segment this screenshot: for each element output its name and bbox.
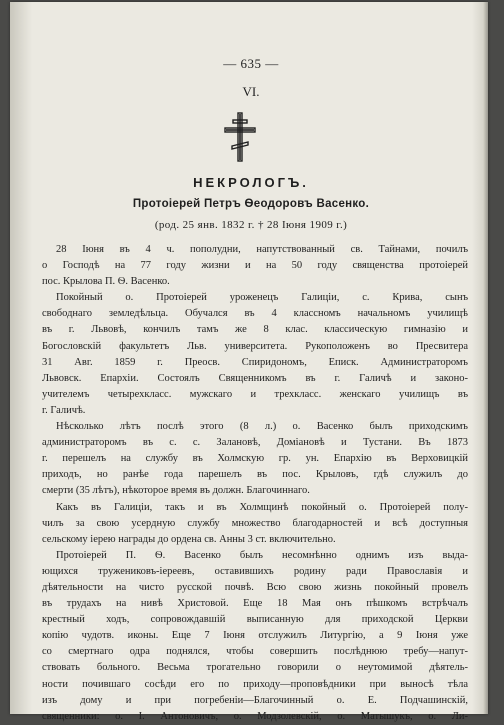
text-line: дѣятельности на чисто русской почвѣ. Всю свою жизнь покойный провелъ <box>42 581 468 593</box>
text-line: учителемъ четырехкласс. мужскаго и трехкласс. женскаго училищъ въ <box>42 388 468 400</box>
text-line: администраторомъ въ с. с. Залановѣ, Доміановѣ и Тустани. Въ 1873 <box>42 437 468 449</box>
section-number: VI. <box>242 84 260 99</box>
text-line: крестный ходъ, сопровождавшій выписанную для приходской Церкви <box>42 614 468 626</box>
text-line: свободнаго земледѣльца. Обучался въ 4 классномъ начальномъ училищѣ <box>42 308 468 320</box>
text-line: Протоіерей П. Ѳ. Васенко былъ несомнѣнно однимъ изъ выда- <box>56 549 468 561</box>
text-line: въ г. Львовѣ, кончилъ тамъ же 8 клас. классическую гимназію и <box>42 324 468 336</box>
book-page <box>10 2 488 722</box>
obituary-heading: НЕКРОЛОГЪ. <box>193 175 309 190</box>
page-gutter-shadow <box>10 2 32 714</box>
text-line: копію чудотв. иконы. Еще 7 Іюня отслужилъ Литургію, а 9 Іюня уже <box>42 630 468 642</box>
page-number: — 635 — <box>223 56 279 71</box>
text-line: ности почившаго сосѣди его по приходу—проповѣдники при выносѣ тѣла <box>42 678 468 690</box>
page-edge <box>472 2 488 714</box>
text-line: Львовск. Епархіи. Состоялъ Священникомъ въ г. Галичѣ и законо- <box>42 372 468 384</box>
text-line: чилъ за свою усердную службу множество благодарностей и всѣ доступныя <box>42 517 468 529</box>
text-line: приходъ, но ранѣе года парешелъ въ пос. Крыловъ, гдѣ служилъ до <box>42 469 468 481</box>
text-line: въ трудахъ на нивѣ Христовой. Еще 18 Мая онъ пѣшкомъ встрѣчалъ <box>42 598 468 610</box>
orthodox-cross-icon <box>223 112 257 162</box>
obituary-subject: Протоіерей Петръ Ѳеодоровъ Васенко. <box>132 198 370 210</box>
text-line: Богословскій факультетъ Льв. университета. Рукоположенъ во Пресвитера <box>42 340 468 352</box>
text-line: изъ дому и при погребеніи—Благочинный о. Е. Подчашинскій, <box>42 694 468 706</box>
text-line: Нѣсколько лѣтъ послѣ этого (8 л.) о. Васенко былъ приходскимъ <box>56 421 468 433</box>
text-line: г. Галичѣ. <box>42 404 86 416</box>
text-line: священники: о. І. Антоновичъ, о. Модзолевскій, о. Матышукъ, о. Ли- <box>42 710 468 722</box>
text-line: 28 Іюня въ 4 ч. пополудни, напутствованный св. Тайнами, почилъ <box>56 244 468 255</box>
text-line: Покойный о. Протоіерей уроженецъ Галиціи, с. Крива, сынъ <box>56 292 468 304</box>
text-line: г. перешелъ на службу въ Холмскую гр. ун. Епархію въ Верховицкій <box>42 453 468 465</box>
text-line: о Господѣ на 77 году жизни и на 50 году священства протоіерей <box>42 260 468 272</box>
text-line: ствовать больного. Весьма трогательно говорили о неутомимой дѣятель- <box>42 662 468 674</box>
life-dates: (род. 25 янв. 1832 г. † 28 Іюня 1909 г.) <box>154 219 348 231</box>
text-line: ющихся тружениковъ-іереевъ, оставившихъ родину ради Православія и <box>42 565 468 577</box>
text-line: 31 Авг. 1859 г. Преосв. Спиридономъ, Епиcк. Администраторомъ <box>42 356 468 368</box>
text-line: смерти (35 лѣтъ), нѣкоторое время въ должн. Благочиннаго. <box>42 485 310 497</box>
obituary-body <box>42 242 468 725</box>
text-line: Какъ въ Галиціи, такъ и въ Холмщинѣ покойный о. Протоіерей полу- <box>56 501 468 513</box>
text-line: пос. Крылова П. Ѳ. Васенко. <box>42 276 170 288</box>
text-line: со смертнаго одра поднялся, чтобы совершить послѣднюю требу—напут- <box>42 646 468 658</box>
text-line: сельскому іерею награды до ордена св. Анны 3 ст. включительно. <box>42 533 336 545</box>
